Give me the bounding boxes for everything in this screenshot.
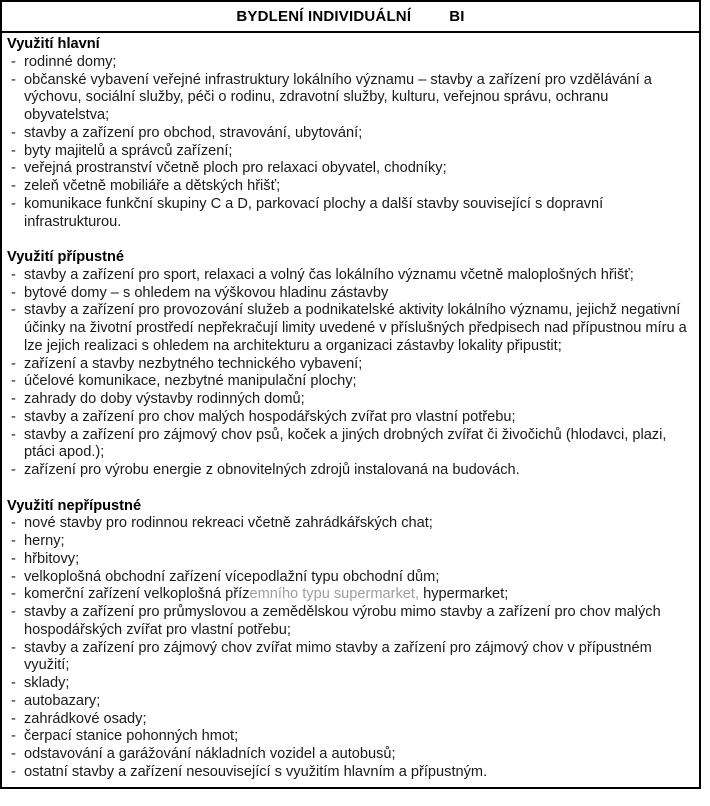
list-item — [7, 143, 692, 161]
list-item — [7, 640, 692, 676]
list-item — [7, 302, 692, 355]
bullet-dash: - — [11, 604, 16, 620]
bullet-dash: - — [11, 675, 16, 691]
bullet-dash: - — [11, 462, 16, 478]
bullet-dash: - — [11, 391, 16, 407]
bullet-dash: - — [11, 71, 16, 88]
bullet-dash: - — [11, 426, 16, 443]
list-item-text: čerpací stanice pohonných hmot; — [24, 728, 239, 745]
page-title: BYDLENÍ INDIVIDUÁLNÍ — [236, 8, 412, 25]
list-item-text: velkoplošná obchodní zařízení vícepodlažní typu obchodní dům; — [24, 568, 440, 585]
bullet-dash: - — [11, 178, 16, 194]
bullet-dash: - — [11, 124, 16, 141]
list-item-text: stavby a zařízení pro zájmový chov psů, koček a jiných drobných zvířat či živočichů (hlodavci, plazi, ptáci apod.); — [24, 426, 667, 461]
bullet-dash: - — [11, 746, 16, 762]
bullet-dash: - — [11, 533, 16, 549]
bullet-dash: - — [11, 568, 16, 585]
bullet-dash: - — [11, 586, 16, 603]
bullet-dash: - — [11, 515, 16, 532]
section-title: Využití hlavní — [7, 36, 100, 52]
bullet-dash: - — [11, 550, 16, 567]
list-item-text: herny; — [24, 533, 65, 549]
text-segment: hypermarket; — [423, 586, 509, 603]
list-item-text: stavby a zařízení pro chov malých hospodářských zvířat pro vlastní potřebu; — [24, 408, 516, 425]
list-item — [7, 515, 692, 533]
list-item — [7, 391, 692, 409]
bullet-dash: - — [11, 692, 16, 709]
bullet-dash: - — [11, 710, 16, 727]
section-permissible-use — [7, 249, 692, 480]
list-item-text: odstavování a garážování nákladních vozidel a autobusů; — [24, 746, 396, 762]
bullet-dash: - — [11, 195, 16, 212]
list-item — [7, 356, 692, 374]
bullet-dash: - — [11, 142, 16, 159]
list-item — [7, 569, 692, 587]
list-item — [7, 427, 692, 463]
list-item — [7, 711, 692, 729]
list-item — [7, 160, 692, 178]
faded-text-segment: emního typu supermarket, — [249, 586, 424, 603]
bullet-dash: - — [11, 53, 16, 70]
list-item-text: občanské vybavení veřejné infrastruktury lokálního významu – stavby a zařízení pro vzdělávání a výchovu, sociální služby, péči o rodinu, zdravotní služby, kulturu, veřejnou správu, ochranu obyvatelstva; — [24, 71, 652, 123]
list-item-text: rodinné domy; — [24, 53, 117, 70]
list-item-text: zahrádkové osady; — [24, 710, 147, 727]
list-item-text: účelové komunikace, nezbytné manipulační plochy; — [24, 373, 357, 390]
bullet-dash: - — [11, 160, 16, 177]
list-item-text: zahrady do doby výstavby rodinných domů; — [24, 391, 305, 407]
list-item — [7, 728, 692, 746]
list-item-partially-faded — [7, 586, 692, 604]
list-item — [7, 373, 692, 391]
list-item-text: nové stavby pro rodinnou rekreaci včetně zahrádkářských chat; — [24, 515, 433, 532]
list-item — [7, 693, 692, 711]
list-item-text: zařízení a stavby nezbytného technického vybavení; — [24, 355, 363, 372]
list-item — [7, 409, 692, 427]
list-item-text: ostatní stavby a zařízení nesouvisející s využitím hlavním a přípustným. — [24, 763, 488, 780]
card-header — [2, 2, 699, 33]
text-segment: komerční zařízení velkoplošná příz — [24, 586, 250, 603]
list-item — [7, 462, 692, 480]
section-title: Využití nepřípustné — [7, 497, 142, 514]
list-item — [7, 604, 692, 640]
list-item — [7, 267, 692, 285]
bullet-dash: - — [11, 355, 16, 372]
section-spacer — [7, 480, 692, 498]
list-item — [7, 533, 692, 551]
section-title: Využití přípustné — [7, 249, 125, 265]
list-item — [7, 125, 692, 143]
bullet-dash: - — [11, 763, 16, 780]
section-impermissible-use — [7, 498, 692, 782]
list-item — [7, 551, 692, 569]
list-item — [7, 196, 692, 232]
list-item-text: stavby a zařízení pro provozování služeb a podnikatelské aktivity lokálního významu, jejichž negativní účinky na životní prostředí nepřekračují limity uvedené v příslušných předpisech nad přípustnou míru a lze jejich realizaci s ohledem na architekturu a organizaci zástavby lokality připustit; — [24, 302, 687, 354]
list-item-text: stavby a zařízení pro obchod, stravování, ubytování; — [24, 124, 363, 141]
list-item — [7, 285, 692, 303]
list-item-text: zeleň včetně mobiliáře a dětských hřišť; — [24, 178, 281, 194]
list-item-text: veřejná prostranství včetně ploch pro relaxaci obyvatel, chodníky; — [24, 160, 447, 177]
zone-code: BI — [449, 8, 465, 25]
list-item — [7, 675, 692, 693]
section-main-use — [7, 36, 692, 231]
bullet-dash: - — [11, 728, 16, 745]
bullet-dash: - — [11, 408, 16, 425]
list-item-text: komunikace funkční skupiny C a D, parkovací plochy a další stavby související s dopravní infrastrukturou. — [24, 195, 604, 230]
list-item — [7, 72, 692, 125]
bullet-dash: - — [11, 266, 16, 283]
list-item-text: stavby a zařízení pro sport, relaxaci a volný čas lokálního významu včetně maloplošných hřišť; — [24, 266, 634, 283]
bullet-dash: - — [11, 639, 16, 656]
section-spacer — [7, 231, 692, 249]
list-item-text: zařízení pro výrobu energie z obnovitelných zdrojů instalovaná na budovách. — [24, 462, 520, 478]
bullet-dash: - — [11, 302, 16, 319]
list-item-text: stavby a zařízení pro zájmový chov zvířat mimo stavby a zařízení pro zájmový chov v přípustném využití; — [24, 639, 652, 674]
list-item — [7, 178, 692, 196]
list-item-text: stavby a zařízení pro průmyslovou a zemědělskou výrobu mimo stavby a zařízení pro chov malých hospodářských zvířat pro vlastní potřebu; — [24, 604, 661, 638]
list-item-text: autobazary; — [24, 692, 101, 709]
list-item-text: hřbitovy; — [24, 550, 80, 567]
list-item-text: bytové domy – s ohledem na výškovou hladinu zástavby — [24, 284, 389, 301]
list-item-text: sklady; — [24, 675, 70, 691]
card-body — [2, 33, 699, 787]
list-item-text: byty majitelů a správců zařízení; — [24, 142, 233, 159]
bullet-dash: - — [11, 284, 16, 301]
list-item — [7, 764, 692, 782]
list-item — [7, 54, 692, 72]
list-item — [7, 746, 692, 764]
bullet-dash: - — [11, 373, 16, 390]
list-item-text — [24, 586, 692, 604]
